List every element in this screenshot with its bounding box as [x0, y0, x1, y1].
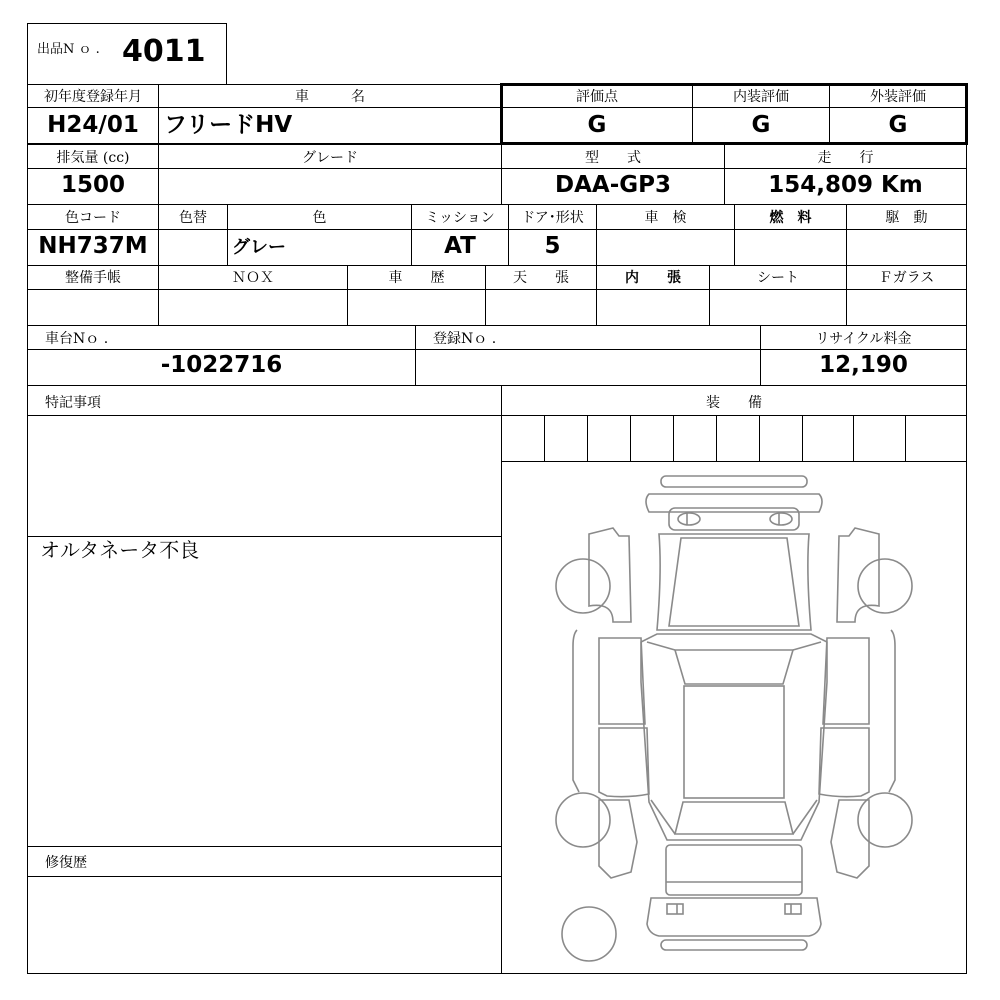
rear-bumper-bottom	[661, 940, 807, 950]
fender-front-left	[589, 528, 631, 622]
equipment-label: 装 備	[706, 395, 762, 411]
first-reg-value: H24/01	[47, 112, 139, 138]
roof	[684, 686, 784, 798]
rear-window	[675, 802, 793, 834]
displacement-value: 1500	[60, 172, 125, 198]
fuel-label: 燃 料	[769, 210, 812, 226]
car-name-label: 車 名	[295, 89, 365, 105]
first-reg-label: 初年度登録年月	[44, 89, 142, 105]
row1-divider	[27, 107, 967, 108]
rating-label: 評価点	[576, 89, 618, 105]
special-notes-area	[27, 385, 502, 974]
exterior-value: G	[888, 112, 908, 138]
rating-value: G	[587, 112, 607, 138]
special-label: 特記事項	[45, 395, 101, 411]
equipment-slot	[716, 415, 717, 462]
recycle-value: 12,190	[819, 352, 908, 378]
lot-label: 出品N ｏ .	[37, 42, 100, 57]
color-code-value: NH737M	[38, 233, 148, 259]
equipment-slot	[673, 415, 674, 462]
regno-label: 登録Nｏ .	[433, 331, 497, 347]
equipment-slot	[544, 415, 545, 462]
grade-label: グレード	[302, 150, 358, 166]
front-bumper-top	[661, 476, 807, 487]
history-label: 車 歴	[388, 270, 445, 286]
mission-label: ミッション	[425, 210, 495, 226]
glass-label: Ｆガラス	[878, 270, 935, 286]
special-header-divider	[27, 415, 502, 416]
chassis-label: 車台Nｏ .	[45, 331, 109, 347]
equipment-slot	[587, 415, 588, 462]
hood-panel	[669, 538, 799, 626]
door-value: 5	[544, 233, 561, 259]
maint-label: 整備手帳	[65, 270, 121, 286]
color-code-label: 色コード	[65, 210, 121, 226]
row4-divider	[27, 289, 967, 290]
rear-light-right	[785, 904, 801, 914]
nox-label: ＮＯＸ	[232, 270, 274, 286]
windshield	[675, 650, 793, 684]
mission-value: AT	[444, 233, 476, 259]
model-value: DAA-GP3	[555, 172, 671, 198]
roof-label: 天 張	[513, 270, 569, 286]
fender-rear-left	[599, 800, 637, 878]
repaint-label: 色替	[179, 210, 207, 226]
cabin-outline	[641, 634, 827, 840]
equipment-slot	[853, 415, 854, 462]
wheel-front-left	[556, 559, 610, 613]
car-name-value: フリードHV	[164, 112, 293, 138]
interior-trim-label: 内 張	[625, 270, 681, 286]
model-label: 型 式	[585, 150, 641, 166]
mileage-value: 154,809 Km	[768, 172, 923, 198]
headlight-right	[770, 513, 792, 525]
exterior-label: 外装評価	[870, 89, 926, 105]
repair-label: 修復歴	[45, 855, 87, 871]
equipment-slot	[905, 415, 906, 462]
repair-header-divider	[27, 876, 502, 877]
row2-divider	[27, 168, 967, 169]
equipment-slot	[759, 415, 760, 462]
lot-number: 4011	[122, 34, 206, 69]
interior-value: G	[751, 112, 771, 138]
equipment-slot	[802, 415, 803, 462]
door-label: ドア･形状	[521, 210, 584, 226]
door-rear-left	[599, 728, 649, 797]
headlight-left	[678, 513, 700, 525]
wheel-front-right	[858, 559, 912, 613]
drive-label: 駆 動	[885, 210, 928, 226]
mileage-label: 走 行	[817, 150, 874, 166]
displacement-label: 排気量 (cc)	[56, 150, 130, 166]
equipment-grid	[501, 415, 967, 462]
wheel-rear-right	[858, 793, 912, 847]
tailgate	[666, 845, 802, 895]
special-note-text: オルタネータ不良	[40, 538, 200, 562]
fender-front-right	[837, 528, 879, 622]
door-front-left	[599, 638, 645, 724]
spare-tire	[562, 907, 616, 961]
rear-light-left	[667, 904, 683, 914]
door-rear-right	[819, 728, 869, 797]
equipment-slot	[630, 415, 631, 462]
seat-label: シート	[757, 270, 799, 286]
interior-label: 内装評価	[733, 89, 789, 105]
car-diagram	[501, 462, 967, 974]
inspection-label: 車 検	[644, 210, 687, 226]
door-front-right	[823, 638, 869, 724]
wheel-rear-left	[556, 793, 610, 847]
recycle-label: リサイクル料金	[815, 331, 912, 347]
chassis-value: -1022716	[160, 352, 283, 378]
fender-rear-right	[831, 800, 869, 878]
color-value: グレー	[232, 237, 286, 258]
repair-top-divider	[27, 846, 502, 847]
row3-divider	[27, 229, 967, 230]
color-label: 色	[312, 210, 327, 226]
